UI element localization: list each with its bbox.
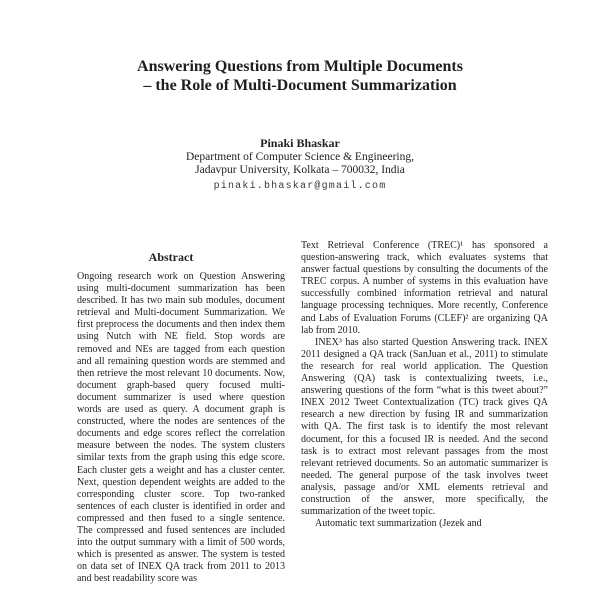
author-block xyxy=(0,136,600,192)
introduction-column xyxy=(301,240,548,530)
author-affiliation-department: Department of Computer Science & Engineering, xyxy=(185,151,414,163)
paper-title-line-1: Answering Questions from Multiple Documents xyxy=(137,58,463,75)
abstract-heading: Abstract xyxy=(148,250,194,264)
abstract-section xyxy=(77,271,285,585)
author-name: Pinaki Bhaskar xyxy=(260,136,340,150)
body-paragraph: Automatic text summarization (Jezek and xyxy=(315,518,482,530)
author-affiliation-university: Jadavpur University, Kolkata – 700032, India xyxy=(195,164,405,176)
body-paragraph: INEX³ has also started Question Answering track. INEX 2011 designed a QA track (SanJuan et al., 2011) to stimulate the research for real world application. The Question Answering (QA) task is contextualizing tweets, i.e., answering questions of the form “what is this tweet about?” INEX 2012 Tweet Contextualization (TC) track gives QA research a new direction by fusing IR and summarization with QA. The first task is to identify the most relevant document, for this a focused IR is needed. And the second task is to extract most relevant passages from the most relevant retrieved documents. So an automatic summarizer is needed. The general purpose of the task involves tweet analysis, passage and/or XML elements retrieval and construction of the answer, more specifically, the summarization of the tweet topic. xyxy=(301,336,548,518)
author-email: pinaki.bhaskar@gmail.com xyxy=(213,181,387,192)
abstract-text: Ongoing research work on Question Answering using multi-document summarization has been described. It has two main sub modules, document retrieval and Multi-document Summarization. We first preprocess the documents and then index them using Nutch with NE field. Stop words are removed and NEs are tagged from each question and all remaining question words are stemmed and then retrieve the most relevant 10 documents. Now, document graph-based query focused multi-document summarizer is used where question words are used as query. A document graph is constructed, where the nodes are sentences of the documents and edge scores reflect the correlation measure between the nodes. The system clusters similar texts from the graph using this edge score. Each cluster gets a weight and has a cluster center. Next, question dependent weights are added to the corresponding cluster score. Top two-ranked sentences of each cluster is identified in order and compressed and then fused to a single sentence. The compressed and fused sentences are included into the output summary with a limit of 500 words, which is presented as answer. The system is tested on data set of INEX QA track from 2011 to 2013 and best readability score was xyxy=(77,271,285,585)
paper-title-line-2: – the Role of Multi-Document Summarization xyxy=(143,77,457,94)
paper-title xyxy=(0,57,600,95)
body-paragraph: Text Retrieval Conference (TREC)¹ has sponsored a question-answering track, which evaluates systems that answer factual questions by consulting the documents of the TREC corpus. A number of systems in this evaluation have successfully combined information retrieval and natural language processing techniques. More recently, Conference and Labs of Evaluation Forums (CLEF)² are organizing QA lab from 2010. xyxy=(301,240,548,336)
